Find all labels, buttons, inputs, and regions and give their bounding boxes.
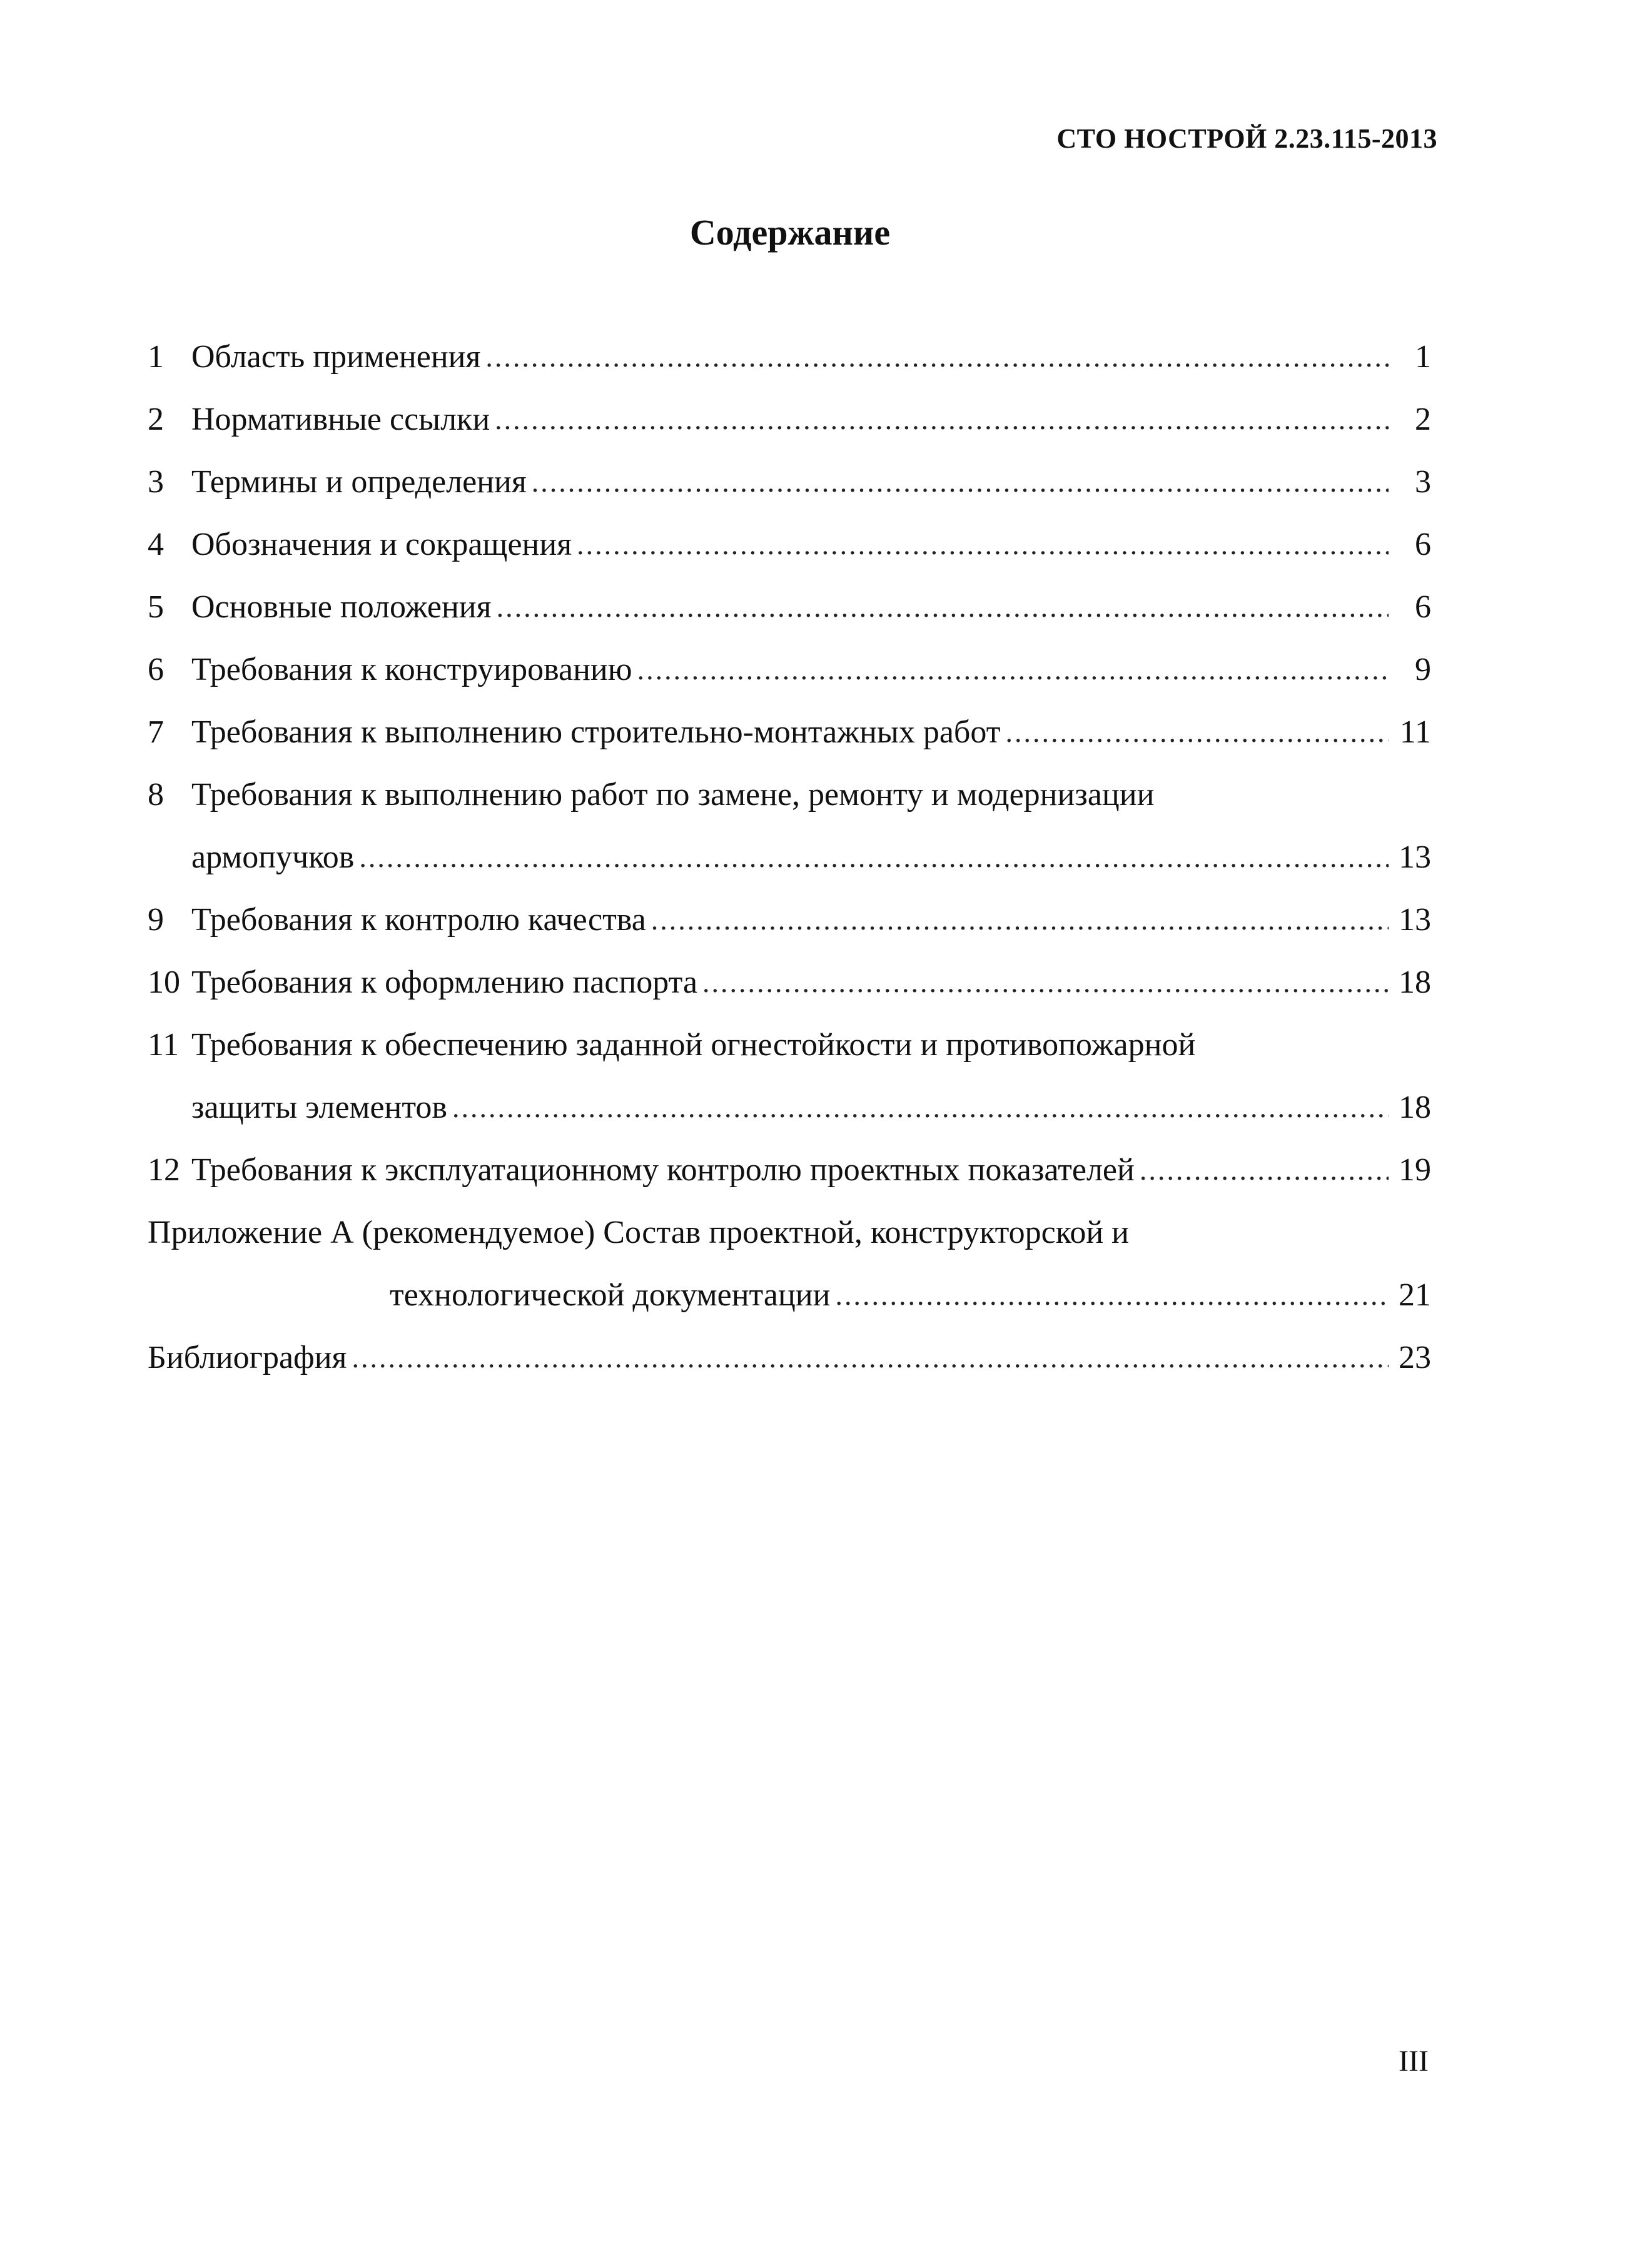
toc-entry-number: 7: [148, 714, 164, 750]
dot-leader: [1140, 1153, 1389, 1187]
toc-entry-8[interactable]: [148, 763, 1431, 888]
toc-entry-3[interactable]: [148, 450, 1431, 513]
toc-entry-title: Требования к выполнению работ по замене, ремонту и модернизации: [191, 776, 1155, 813]
toc-entry-title: Обозначения и сокращения: [191, 526, 572, 562]
toc-entry-7[interactable]: [148, 701, 1431, 763]
dot-leader: [352, 1341, 1389, 1374]
toc-entry-number: 1: [148, 338, 164, 375]
toc-entry-title-continuation: защиты элементов: [191, 1089, 447, 1125]
toc-entry-11[interactable]: [148, 1013, 1431, 1138]
toc-entry-title: Область применения: [191, 338, 481, 375]
toc-entry-page: 11: [1399, 714, 1431, 750]
toc-entry-page: 19: [1399, 1152, 1431, 1188]
toc-entry-6[interactable]: [148, 638, 1431, 701]
toc-entry-page: 3: [1415, 463, 1431, 500]
toc-entry-10[interactable]: [148, 951, 1431, 1013]
toc-entry-title: Библиография: [148, 1339, 347, 1375]
toc-entry-title: Требования к конструированию: [191, 651, 632, 687]
toc-entry-appendix-a[interactable]: [148, 1201, 1431, 1326]
toc-entry-number: 6: [148, 651, 164, 687]
toc-entry-title: Нормативные ссылки: [191, 401, 490, 437]
toc-entry-title: Приложение А (рекомендуемое) Состав проектной, конструкторской и: [148, 1214, 1130, 1250]
dot-leader: [702, 966, 1389, 999]
toc-entry-number: 8: [148, 776, 164, 813]
toc-entry-number: 2: [148, 401, 164, 437]
toc-entry-page: 6: [1415, 589, 1431, 625]
dot-leader: [495, 403, 1389, 436]
dot-leader: [1005, 716, 1389, 749]
toc-entry-5[interactable]: [148, 575, 1431, 638]
toc-entry-page: 18: [1399, 1089, 1431, 1125]
toc-entry-page: 21: [1399, 1277, 1431, 1313]
page-number: III: [1399, 2045, 1429, 2078]
toc-entry-page: 9: [1415, 651, 1431, 687]
toc-entry-title: Требования к эксплуатационному контролю проектных показателей: [191, 1152, 1135, 1188]
toc-entry-number: 9: [148, 901, 164, 938]
toc-entry-title: Требования к оформлению паспорта: [191, 964, 698, 1000]
toc-title: Содержание: [689, 212, 891, 253]
dot-leader: [359, 841, 1389, 874]
toc-entry-number: 3: [148, 463, 164, 500]
toc-entry-4[interactable]: [148, 513, 1431, 575]
dot-leader: [452, 1091, 1389, 1124]
toc-entry-page: 2: [1415, 401, 1431, 437]
dot-leader: [577, 528, 1389, 561]
dot-leader: [637, 653, 1389, 686]
toc-entry-page: 13: [1399, 839, 1431, 875]
toc-entry-12[interactable]: [148, 1138, 1431, 1201]
dot-leader: [497, 590, 1389, 624]
toc-entry-page: 23: [1399, 1339, 1431, 1375]
table-of-contents: [148, 325, 1431, 1389]
toc-entry-bibliography[interactable]: [148, 1326, 1431, 1389]
toc-entry-page: 1: [1415, 338, 1431, 375]
toc-entry-number: 4: [148, 526, 164, 562]
toc-entry-number: 11: [148, 1026, 180, 1063]
toc-entry-number: 5: [148, 589, 164, 625]
toc-entry-page: 6: [1415, 526, 1431, 562]
dot-leader: [485, 340, 1389, 373]
dot-leader: [532, 465, 1389, 499]
dot-leader: [835, 1278, 1389, 1312]
toc-entry-title: Требования к выполнению строительно-монтажных работ: [191, 714, 1001, 750]
toc-entry-2[interactable]: [148, 388, 1431, 450]
toc-entry-title: Термины и определения: [191, 463, 527, 500]
toc-entry-title: Требования к обеспечению заданной огнестойкости и противопожарной: [191, 1026, 1196, 1063]
toc-entry-9[interactable]: [148, 888, 1431, 951]
document-code: СТО НОСТРОЙ 2.23.115-2013: [1056, 123, 1437, 154]
toc-entry-title-continuation: армопучков: [191, 839, 355, 875]
toc-entry-1[interactable]: [148, 325, 1431, 388]
toc-entry-title: Требования к контролю качества: [191, 901, 646, 938]
toc-entry-number: 10: [148, 964, 180, 1000]
dot-leader: [651, 903, 1389, 936]
toc-entry-title-continuation: технологической документации: [390, 1277, 831, 1313]
toc-entry-page: 13: [1399, 901, 1431, 938]
toc-entry-number: 12: [148, 1152, 180, 1188]
toc-entry-title: Основные положения: [191, 589, 492, 625]
toc-entry-page: 18: [1399, 964, 1431, 1000]
